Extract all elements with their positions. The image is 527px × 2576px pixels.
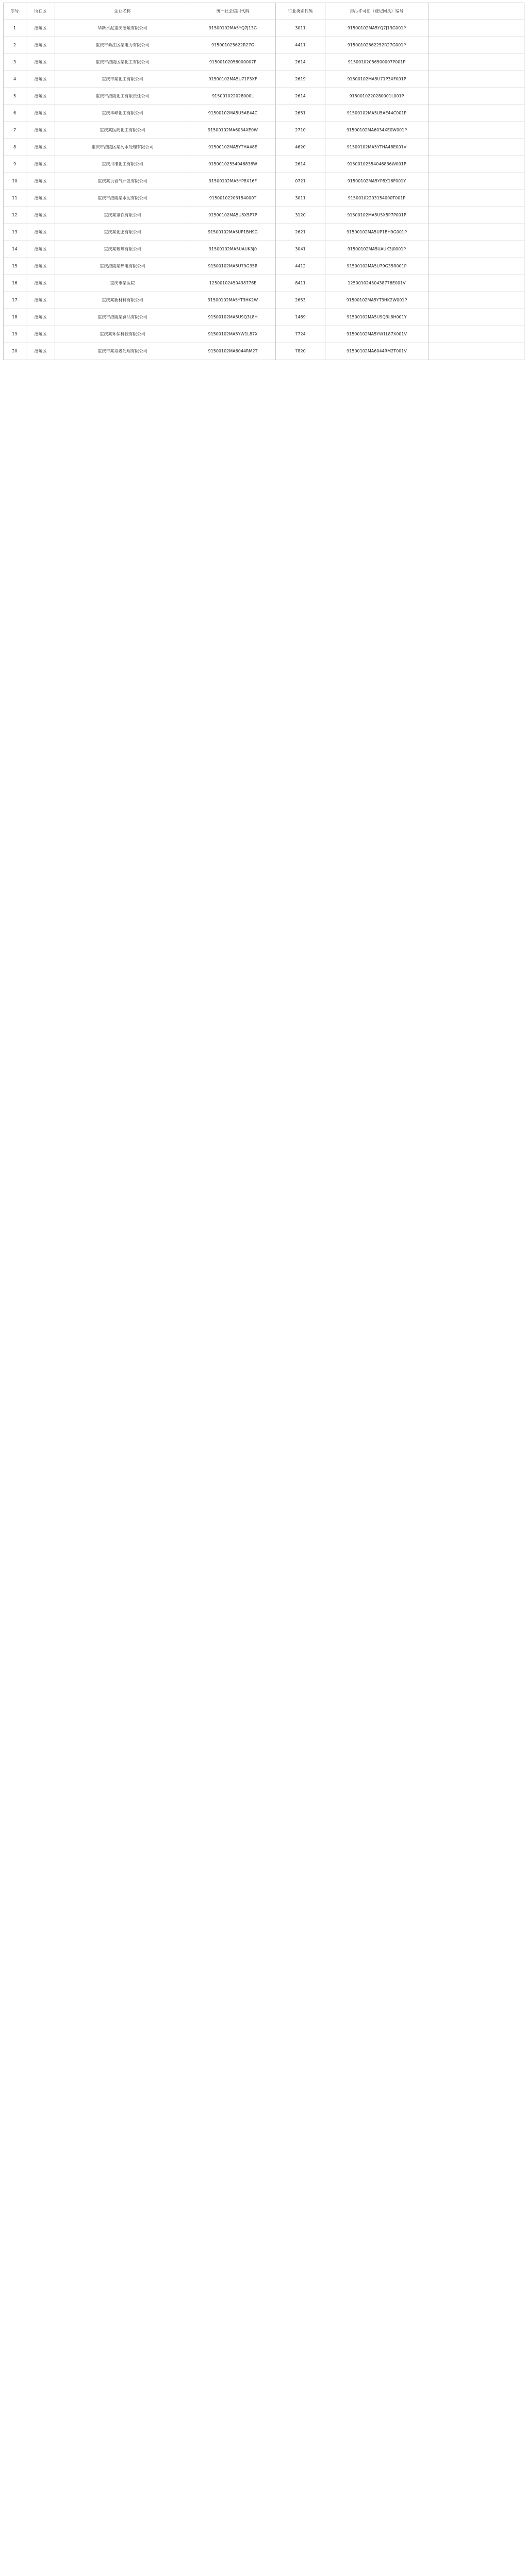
cell-code: 91500102MA5YT3HK2W [190,292,276,309]
cell-name: 重庆某玻璃有限公司 [55,241,190,258]
cell-code: 91500102MA5U71P3XF [190,71,276,88]
header-blank [429,3,524,20]
table-body [4,20,524,360]
cell-code: 91500102MA5UAUK3J0 [190,241,276,258]
table-row [4,326,524,343]
cell-permit: 91500102MA5UP1BH9G001P [325,224,429,241]
cell-no: 13 [4,224,26,241]
cell-blank [429,309,524,326]
table-row [4,139,524,156]
table-row [4,292,524,309]
cell-region: 涪陵区 [26,71,55,88]
cell-permit: 9150010220280001L001P [325,88,429,105]
cell-industry: 2614 [276,54,325,71]
table-row [4,343,524,360]
cell-code: 91500102554046836W [190,156,276,173]
cell-industry: 4620 [276,139,325,156]
table-header-row [4,3,524,20]
cell-no: 2 [4,37,26,54]
cell-blank [429,292,524,309]
header-code: 统一社会信用代码 [190,3,276,20]
cell-no: 3 [4,54,26,71]
cell-name: 重庆某医药化工有限公司 [55,122,190,139]
cell-name: 重庆市涪陵某水泥有限公司 [55,190,190,207]
cell-name: 重庆市某垃圾处理有限公司 [55,343,190,360]
cell-region: 涪陵区 [26,20,55,37]
cell-name: 重庆市涪陵区某污水处理有限公司 [55,139,190,156]
cell-permit: 91500102056500007P001P [325,54,429,71]
cell-region: 涪陵区 [26,309,55,326]
header-permit: 排污许可证（登记回执）编号 [325,3,429,20]
cell-code: 91500102MA5U5X5P7P [190,207,276,224]
cell-name: 重庆某页岩气开发有限公司 [55,173,190,190]
cell-region: 涪陵区 [26,275,55,292]
cell-name: 重庆某新材料有限公司 [55,292,190,309]
cell-permit: 91500102MA5YQ7J13G001P [325,20,429,37]
cell-permit: 91500102562252R27G001P [325,37,429,54]
table-row [4,173,524,190]
header-region: 所在区 [26,3,55,20]
cell-region: 涪陵区 [26,88,55,105]
cell-industry: 2651 [276,105,325,122]
header-industry: 行业类别代码 [276,3,325,20]
cell-industry: 2653 [276,292,325,309]
cell-name: 重庆市綦江区某电力有限公司 [55,37,190,54]
cell-region: 涪陵区 [26,37,55,54]
cell-name: 重庆川维化工有限公司 [55,156,190,173]
cell-blank [429,275,524,292]
cell-blank [429,190,524,207]
cell-blank [429,207,524,224]
cell-blank [429,20,524,37]
cell-code: 915001025622R27G [190,37,276,54]
cell-industry: 2614 [276,156,325,173]
cell-name: 华新水泥重庆涪陵有限公司 [55,20,190,37]
cell-no: 15 [4,258,26,275]
table-row [4,207,524,224]
cell-region: 涪陵区 [26,241,55,258]
cell-blank [429,139,524,156]
cell-code: 91500102056000007P [190,54,276,71]
cell-code: 91500102MA6034XE0W [190,122,276,139]
cell-code: 91500102MA5YW1L87X [190,326,276,343]
cell-blank [429,258,524,275]
cell-industry: 4412 [276,258,325,275]
cell-code: 91500102MA6044RM2T [190,343,276,360]
cell-blank [429,105,524,122]
cell-no: 18 [4,309,26,326]
cell-no: 9 [4,156,26,173]
table-row [4,241,524,258]
cell-permit: 91500102MA5YP8X16F001Y [325,173,429,190]
cell-blank [429,326,524,343]
cell-code: 91500102MA5U79G35R [190,258,276,275]
cell-blank [429,343,524,360]
cell-industry: 7820 [276,343,325,360]
cell-region: 涪陵区 [26,292,55,309]
cell-blank [429,37,524,54]
cell-code: 91500102MA5U5AE44C [190,105,276,122]
cell-region: 涪陵区 [26,224,55,241]
table-row [4,54,524,71]
cell-code: 91500102MA5YP8X16F [190,173,276,190]
cell-no: 8 [4,139,26,156]
cell-region: 涪陵区 [26,54,55,71]
cell-industry: 1469 [276,309,325,326]
cell-region: 涪陵区 [26,105,55,122]
cell-industry: 3120 [276,207,325,224]
cell-region: 涪陵区 [26,190,55,207]
cell-name: 重庆某化肥有限公司 [55,224,190,241]
cell-permit: 91500102MA6044RM2T001V [325,343,429,360]
cell-industry: 3011 [276,20,325,37]
cell-permit: 91500102MA5U5X5P7P001P [325,207,429,224]
cell-name: 重庆某环保科技有限公司 [55,326,190,343]
cell-name: 重庆涪陵某热电有限公司 [55,258,190,275]
cell-no: 12 [4,207,26,224]
table-row [4,309,524,326]
cell-industry: 2710 [276,122,325,139]
table-row [4,224,524,241]
cell-no: 19 [4,326,26,343]
cell-permit: 91500102MA6034XE0W001P [325,122,429,139]
header-name: 企业名称 [55,3,190,20]
cell-industry: 2619 [276,71,325,88]
cell-no: 7 [4,122,26,139]
cell-no: 10 [4,173,26,190]
cell-no: 6 [4,105,26,122]
cell-permit: 91500102203154000T001P [325,190,429,207]
cell-industry: 8411 [276,275,325,292]
cell-blank [429,122,524,139]
table-row [4,258,524,275]
cell-industry: 0721 [276,173,325,190]
cell-permit: 91500102MA5U5AE44C001P [325,105,429,122]
cell-blank [429,173,524,190]
cell-no: 1 [4,20,26,37]
cell-region: 涪陵区 [26,156,55,173]
cell-no: 20 [4,343,26,360]
cell-region: 涪陵区 [26,122,55,139]
cell-industry: 2614 [276,88,325,105]
cell-name: 重庆华峰化工有限公司 [55,105,190,122]
cell-region: 涪陵区 [26,326,55,343]
document-page [3,3,524,360]
cell-permit: 91500102MA5YTHA48E001V [325,139,429,156]
cell-permit: 91500102MA5U79G35R001P [325,258,429,275]
cell-blank [429,156,524,173]
table-row [4,20,524,37]
cell-code: 915001022028000L [190,88,276,105]
cell-permit: 91500102MA5UAUK3J0001P [325,241,429,258]
header-no: 序号 [4,3,26,20]
cell-code: 91500102MA5UP1BH9G [190,224,276,241]
cell-name: 重庆市涪陵区某化工有限公司 [55,54,190,71]
cell-region: 涪陵区 [26,343,55,360]
cell-no: 4 [4,71,26,88]
cell-permit: 12500102450438776E001V [325,275,429,292]
cell-name: 重庆市某医院 [55,275,190,292]
table-row [4,37,524,54]
cell-permit: 91500102554046836W001P [325,156,429,173]
table-row [4,122,524,139]
table-row [4,156,524,173]
cell-name: 重庆市涪陵化工有限责任公司 [55,88,190,105]
cell-code: 91500102203154000T [190,190,276,207]
cell-permit: 91500102MA5YT3HK2W001P [325,292,429,309]
cell-no: 14 [4,241,26,258]
cell-industry: 4411 [276,37,325,54]
cell-no: 16 [4,275,26,292]
cell-code: 91500102MA5YQ7J13G [190,20,276,37]
table-row [4,88,524,105]
cell-name: 重庆市涪陵某食品有限公司 [55,309,190,326]
table-row [4,105,524,122]
cell-region: 涪陵区 [26,139,55,156]
table-row [4,190,524,207]
cell-blank [429,88,524,105]
cell-blank [429,241,524,258]
cell-code: 91500102MA5U9Q3L8H [190,309,276,326]
cell-code: 12500102450438776E [190,275,276,292]
cell-industry: 3041 [276,241,325,258]
cell-blank [429,71,524,88]
cell-no: 11 [4,190,26,207]
cell-permit: 91500102MA5YW1L87X001V [325,326,429,343]
table-row [4,275,524,292]
cell-permit: 91500102MA5U9Q3L8H001Y [325,309,429,326]
cell-no: 5 [4,88,26,105]
cell-name: 重庆某钢铁有限公司 [55,207,190,224]
cell-permit: 91500102MA5U71P3XF001P [325,71,429,88]
cell-industry: 3011 [276,190,325,207]
cell-industry: 7724 [276,326,325,343]
cell-blank [429,224,524,241]
enterprise-table [3,3,524,360]
cell-no: 17 [4,292,26,309]
cell-region: 涪陵区 [26,173,55,190]
cell-blank [429,54,524,71]
cell-code: 91500102MA5YTHA48E [190,139,276,156]
cell-region: 涪陵区 [26,207,55,224]
cell-name: 重庆市某化工有限公司 [55,71,190,88]
cell-industry: 2621 [276,224,325,241]
cell-region: 涪陵区 [26,258,55,275]
table-row [4,71,524,88]
